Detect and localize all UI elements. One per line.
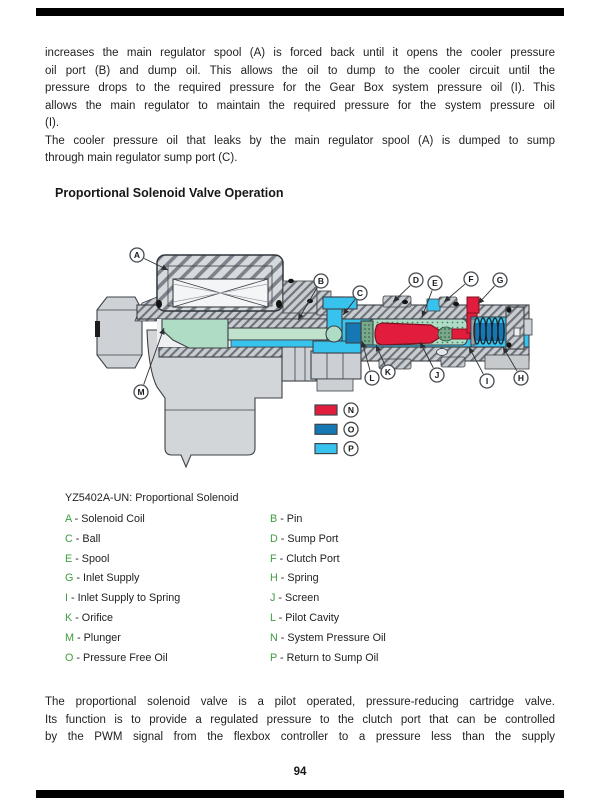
- svg-text:D: D: [412, 275, 420, 286]
- svg-text:N: N: [347, 405, 355, 416]
- figure-legend: [65, 513, 543, 671]
- legend-item-E: [65, 553, 270, 565]
- legend-label: - Spool: [72, 552, 110, 565]
- text-line: oil port (B) and dump oil. This allows the oil to dump to the cooler circuit until the: [45, 64, 555, 77]
- legend-key: K: [65, 611, 73, 624]
- legend-key: L: [270, 611, 276, 624]
- legend-key: D: [270, 532, 278, 545]
- color-swatch-O: [315, 422, 358, 436]
- legend-label: - Plunger: [74, 631, 121, 644]
- paragraph-cooler-leak: [45, 133, 555, 168]
- solenoid-coil-art: [156, 255, 331, 315]
- legend-label: - Screen: [275, 592, 320, 605]
- legend-key: F: [270, 552, 277, 565]
- legend-key: C: [65, 532, 73, 545]
- legend-item-O: [65, 652, 270, 664]
- figure-caption: YZ5402A-UN: Proportional Solenoid: [65, 492, 239, 504]
- paragraph-pilot-valve: [45, 694, 555, 747]
- svg-text:B: B: [317, 276, 325, 287]
- header-rule: [36, 8, 564, 16]
- solenoid-valve-figure: [95, 235, 535, 485]
- legend-item-N: [270, 632, 386, 644]
- page-number: 94: [293, 766, 307, 778]
- legend-item-H: [270, 572, 319, 584]
- legend-label: - Spring: [277, 572, 319, 585]
- legend-label: - Sump Port: [277, 532, 339, 545]
- svg-text:M: M: [137, 387, 145, 398]
- legend-item-G: [65, 572, 270, 584]
- legend-label: - Pressure Free Oil: [73, 651, 168, 664]
- svg-text:K: K: [384, 367, 392, 378]
- svg-text:J: J: [434, 370, 440, 381]
- callout-G: [478, 273, 507, 304]
- text-line: (I).: [45, 117, 60, 129]
- legend-item-M: [65, 632, 270, 644]
- legend-row: [65, 553, 543, 573]
- legend-label: - Clutch Port: [276, 552, 340, 565]
- text-line: pressure drops to the required pressure for the Gear Box system pressure oil (I). This: [45, 82, 555, 94]
- legend-item-P: [270, 652, 378, 664]
- section-heading: Proportional Solenoid Valve Operation: [55, 186, 284, 200]
- legend-item-C: [65, 533, 270, 545]
- legend-label: - Pin: [277, 513, 303, 525]
- legend-row: [65, 572, 543, 592]
- legend-row: [65, 533, 543, 553]
- legend-key: J: [270, 592, 276, 605]
- legend-label: - Inlet Supply: [73, 572, 140, 585]
- legend-key: O: [65, 651, 74, 664]
- svg-text:G: G: [496, 275, 504, 286]
- legend-key: M: [65, 631, 74, 644]
- legend-key: P: [270, 651, 278, 664]
- legend-row: [65, 612, 543, 632]
- legend-label: - Return to Sump Oil: [277, 651, 379, 664]
- closing-paragraph: [45, 694, 555, 747]
- legend-key: A: [65, 513, 72, 525]
- legend-label: - Ball: [72, 532, 101, 545]
- legend-item-B: [270, 513, 302, 525]
- footer-rule: [36, 790, 564, 798]
- legend-item-K: [65, 612, 270, 624]
- legend-key: E: [65, 552, 73, 565]
- svg-text:C: C: [356, 288, 364, 299]
- legend-label: - Inlet Supply to Spring: [68, 592, 181, 605]
- legend-key: G: [65, 572, 74, 585]
- svg-text:I: I: [485, 376, 489, 387]
- svg-text:O: O: [347, 424, 355, 435]
- legend-row: [65, 592, 543, 612]
- text-line: The cooler pressure oil that leaks by the main regulator spool (A) is dumped to sump: [45, 134, 555, 147]
- legend-item-I: [65, 592, 270, 604]
- legend-label: - Pilot Cavity: [275, 611, 340, 624]
- color-swatch-P: [315, 442, 358, 456]
- text-line: Its function is to provide a regulated pressure to the clutch port that can be controlled: [45, 713, 555, 726]
- legend-item-F: [270, 553, 340, 565]
- svg-text:L: L: [369, 373, 375, 384]
- legend-row: [65, 513, 543, 533]
- svg-text:F: F: [468, 274, 474, 285]
- intro-paragraphs: [45, 45, 555, 168]
- legend-item-L: [270, 612, 339, 624]
- text-line: allows the main regulator to maintain the required pressure for the system pressure oil: [45, 99, 555, 112]
- legend-row: [65, 632, 543, 652]
- legend-item-A: [65, 513, 270, 525]
- legend-label: - Orifice: [72, 611, 113, 624]
- svg-text:E: E: [432, 278, 438, 289]
- legend-item-J: [270, 592, 319, 604]
- legend-label: - System Pressure Oil: [277, 631, 386, 644]
- text-line: by the PWM signal from the flexbox controller to a pressure less than the supply: [45, 731, 555, 743]
- legend-label: - Solenoid Coil: [71, 513, 145, 525]
- svg-text:H: H: [517, 373, 525, 384]
- legend-key: B: [270, 513, 278, 525]
- legend-key: I: [65, 592, 68, 605]
- legend-row: [65, 652, 543, 672]
- paragraph-regulator: [45, 45, 555, 133]
- svg-text:A: A: [133, 250, 141, 261]
- text-line: increases the main regulator spool (A) is forced back until it opens the cooler pressure: [45, 47, 555, 59]
- legend-item-D: [270, 533, 338, 545]
- text-line: through main regulator sump port (C).: [45, 152, 238, 164]
- legend-key: H: [270, 572, 278, 585]
- text-line: The proportional solenoid valve is a pilot operated, pressure-reducing cartridge valve.: [45, 696, 555, 708]
- legend-key: N: [270, 631, 278, 644]
- color-swatch-N: [315, 403, 358, 417]
- svg-text:P: P: [348, 443, 354, 454]
